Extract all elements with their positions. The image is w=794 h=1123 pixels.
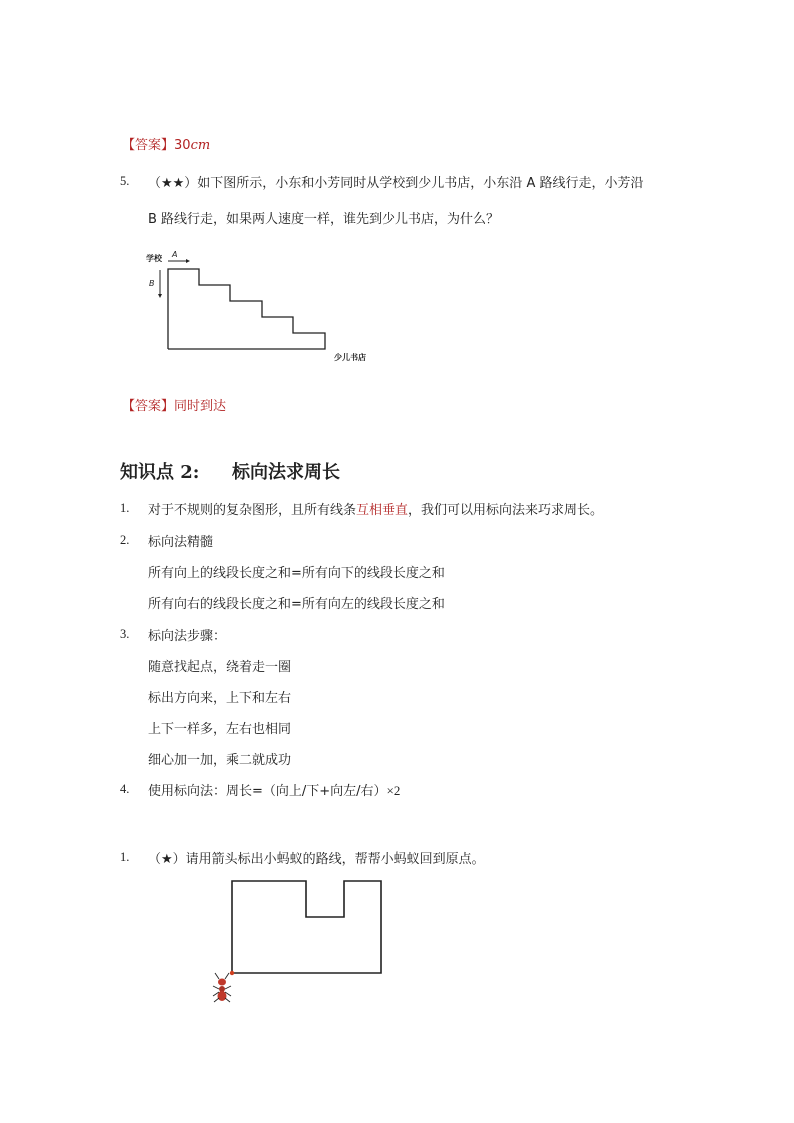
ant-icon	[213, 973, 231, 1002]
point-3-line2: 标出方向来，上下和左右	[148, 691, 292, 706]
point-4-formula: 使用标向法：周长=（向上/下+向左/右）	[148, 784, 387, 799]
point-1-text	[148, 499, 603, 518]
question-5-number: 5.	[120, 174, 130, 188]
point-3-line4: 细心加一加，乘二就成功	[148, 753, 292, 768]
question-5-line1: （★★）如下图所示，小东和小芳同时从学校到少儿书店，小东沿 A 路线行走，小芳沿	[148, 176, 644, 191]
route-b-arrowhead	[158, 294, 162, 298]
point-2-line2: 所有向右的线段长度之和=所有向左的线段长度之和	[148, 597, 445, 612]
ant-path-figure	[208, 872, 393, 1004]
answer-prefix: 【答案】	[122, 399, 175, 414]
point-2-line1: 所有向上的线段长度之和=所有向下的线段长度之和	[148, 566, 445, 581]
staircase-route-figure	[140, 244, 390, 366]
school-label: 学校	[146, 254, 162, 263]
answer-value: 同时到达	[174, 399, 227, 414]
point-1-pre: 对于不规则的复杂图形，且所有线条	[148, 503, 357, 518]
point-3-title: 标向法步骤：	[148, 629, 227, 644]
point-1-post: ，我们可以用标向法来巧求周长。	[408, 503, 604, 518]
notched-shape	[232, 881, 381, 973]
answer-value: 30	[174, 138, 191, 153]
point-3-line3: 上下一样多，左右也相同	[148, 722, 292, 737]
answer-30cm	[122, 134, 210, 153]
answer-unit: cm	[190, 138, 211, 153]
section-subtitle: 标向法求周长	[232, 462, 340, 483]
answer-prefix: 【答案】	[122, 138, 175, 153]
exercise-1-number: 1.	[120, 850, 130, 864]
staircase-shape	[168, 269, 325, 349]
question-5-line2: B 路线行走，如果两人速度一样，谁先到少儿书店，为什么？	[148, 212, 500, 227]
point-3-line1: 随意找起点，绕着走一圈	[148, 660, 292, 675]
answer-same-time	[122, 395, 226, 414]
start-point	[230, 971, 234, 975]
point-2-number: 2.	[120, 533, 130, 547]
section-title: 知识点 2:	[120, 462, 200, 483]
route-a-arrowhead	[186, 259, 190, 263]
exercise-1-text: （★）请用箭头标出小蚂蚁的路线，帮帮小蚂蚁回到原点。	[148, 852, 485, 867]
point-4-text	[148, 780, 400, 799]
point-1-number: 1.	[120, 501, 130, 515]
point-3-number: 3.	[120, 627, 130, 641]
store-label: 少儿书店	[334, 353, 366, 362]
point-4-number: 4.	[120, 782, 130, 796]
point-1-emphasis: 互相垂直	[356, 503, 409, 518]
route-a-label: A	[172, 250, 178, 259]
point-2-title: 标向法精髓	[148, 535, 214, 550]
point-4-multiplier: ×2	[386, 783, 401, 798]
route-b-label: B	[149, 279, 155, 288]
